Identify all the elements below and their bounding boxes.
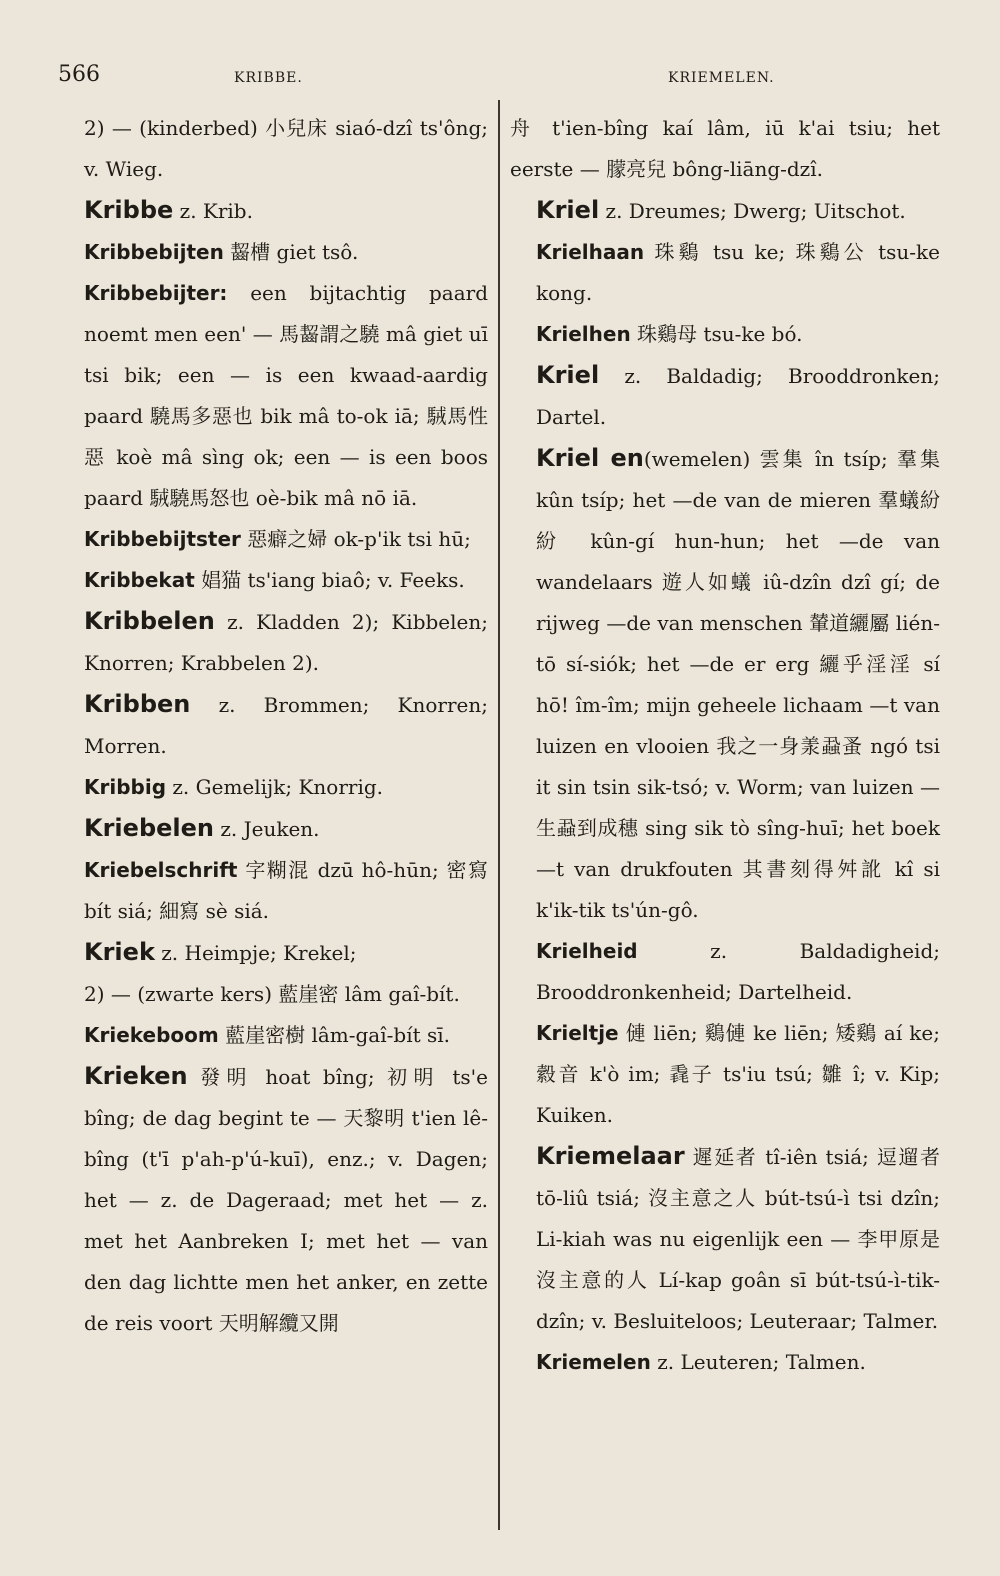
entry: Kriebelschrift 字糊混 dzū hô-hūn; 密寫 bít siá; 細寫 sè siá. — [84, 858, 488, 923]
entry: Krieltje 僆 liēn; 鷄僆 ke liēn; 矮鷄 aí ke; 縠音 k'ò im; 毳子 ts'iu tsú; 雛 î; v. Kip; Kuiken. — [536, 1021, 940, 1127]
entry: 舟 t'ien-bîng kaí lâm, iū k'ai tsiu; het eerste — 朦亮兒 bông-liāng-dzî. — [510, 116, 940, 181]
entry: Kriek z. Heimpje; Krekel; — [84, 938, 357, 966]
right-column — [510, 108, 940, 1383]
entry: Kribbe z. Krib. — [84, 196, 253, 224]
entry: Kriemelen z. Leuteren; Talmen. — [536, 1350, 866, 1374]
entry: 2) — (zwarte kers) 藍崖密 lâm gaî-bít. — [84, 982, 460, 1006]
entry: Kribbebijten 齧槽 giet tsô. — [84, 240, 359, 264]
entry: Kribbebijter: een bijtachtig paard noemt men een' — 馬齧謂之驍 mâ giet uī tsi bik; een — is een kwaad-aardig paard 驍馬多惡也 bik mâ to-ok iā; 駥馬性惡 koè mâ sìng ok; een — is een boos paard 駥驍馬怒也 oè-bik mâ nō iā. — [84, 281, 488, 510]
page-number: 566 — [58, 62, 100, 87]
entry: Kribbelen z. Kladden 2); Kibbelen; Knorren; Krabbelen 2). — [84, 607, 488, 675]
right-running-head: KRIEMELEN. — [668, 70, 775, 86]
entry: Kribbebijtster 惡癖之婦 ok-p'ik tsi hū; — [84, 527, 471, 551]
entry: Kribbekat 娼猫 ts'iang biaô; v. Feeks. — [84, 568, 465, 592]
entry: Kriebelen z. Jeuken. — [84, 814, 320, 842]
column-divider — [498, 100, 500, 1530]
page-header — [58, 62, 942, 92]
entry: Kriel z. Dreumes; Dwerg; Uitschot. — [536, 196, 906, 224]
entry: 2) — (kinderbed) 小兒床 siaó-dzî ts'ông; v. Wieg. — [84, 116, 488, 181]
left-column — [58, 108, 488, 1344]
entry: Krielhen 珠鷄母 tsu-ke bó. — [536, 322, 803, 346]
entry: Kriekeboom 藍崖密樹 lâm-gaî-bít sī. — [84, 1023, 450, 1047]
entry: Kriemelaar 遲延者 tî-iên tsiá; 逗遛者 tō-liû tsiá; 沒主意之人 bút-tsú-ì tsi dzîn; Li-kiah was nu eigenlijk een — 李甲原是沒主意的人 Lí-kap goân sī bút-tsú-ì-tik-dzîn; v. Besluiteloos; Leuteraar; Talmer. — [536, 1142, 940, 1333]
left-running-head: KRIBBE. — [234, 70, 303, 86]
entry: Kriel z. Baldadig; Brooddronken; Dartel. — [536, 361, 940, 429]
entry: Krieken 發明 hoat bîng; 初明 ts'e bîng; de dag begint te — 天黎明 t'ien lê-bîng (t'ī p'ah-p'ú-kuī), enz.; v. Dagen; het — z. de Dageraad; met het — z. met het Aanbreken I; met het — van den dag lichtte men het anker, en zette de reis voort 天明解纜又開 — [84, 1062, 488, 1335]
entry: Krielhaan 珠鷄 tsu ke; 珠鷄公 tsu-ke kong. — [536, 240, 940, 305]
entry: Kribben z. Brommen; Knorren; Morren. — [84, 690, 488, 758]
entry: Krielheid z. Baldadigheid; Brooddronkenheid; Dartelheid. — [536, 939, 940, 1004]
entry: Kribbig z. Gemelijk; Knorrig. — [84, 775, 384, 799]
entry: Kriel en(wemelen) 雲集 în tsíp; 羣集 kûn tsíp; het —de van de mieren 羣蟻紛紛 kûn-gí hun-hun; het —de van wandelaars 遊人如蟻 iû-dzîn dzî gí; de rijweg —de van menschen 輦道纚屬 lién-tō sí-siók; het —de er erg 纚乎淫淫 sí hō! îm-îm; mijn geheele lichaam —t van luizen en vlooien 我之一身羕蝨蚤 ngó tsi it sin tsin sik-tsó; v. Worm; van luizen — 生蝨到成穗 sing sik tò sîng-huī; het boek —t van drukfouten 其書刻得舛訛 kî si k'ik-tik ts'ún-gô. — [536, 444, 940, 922]
